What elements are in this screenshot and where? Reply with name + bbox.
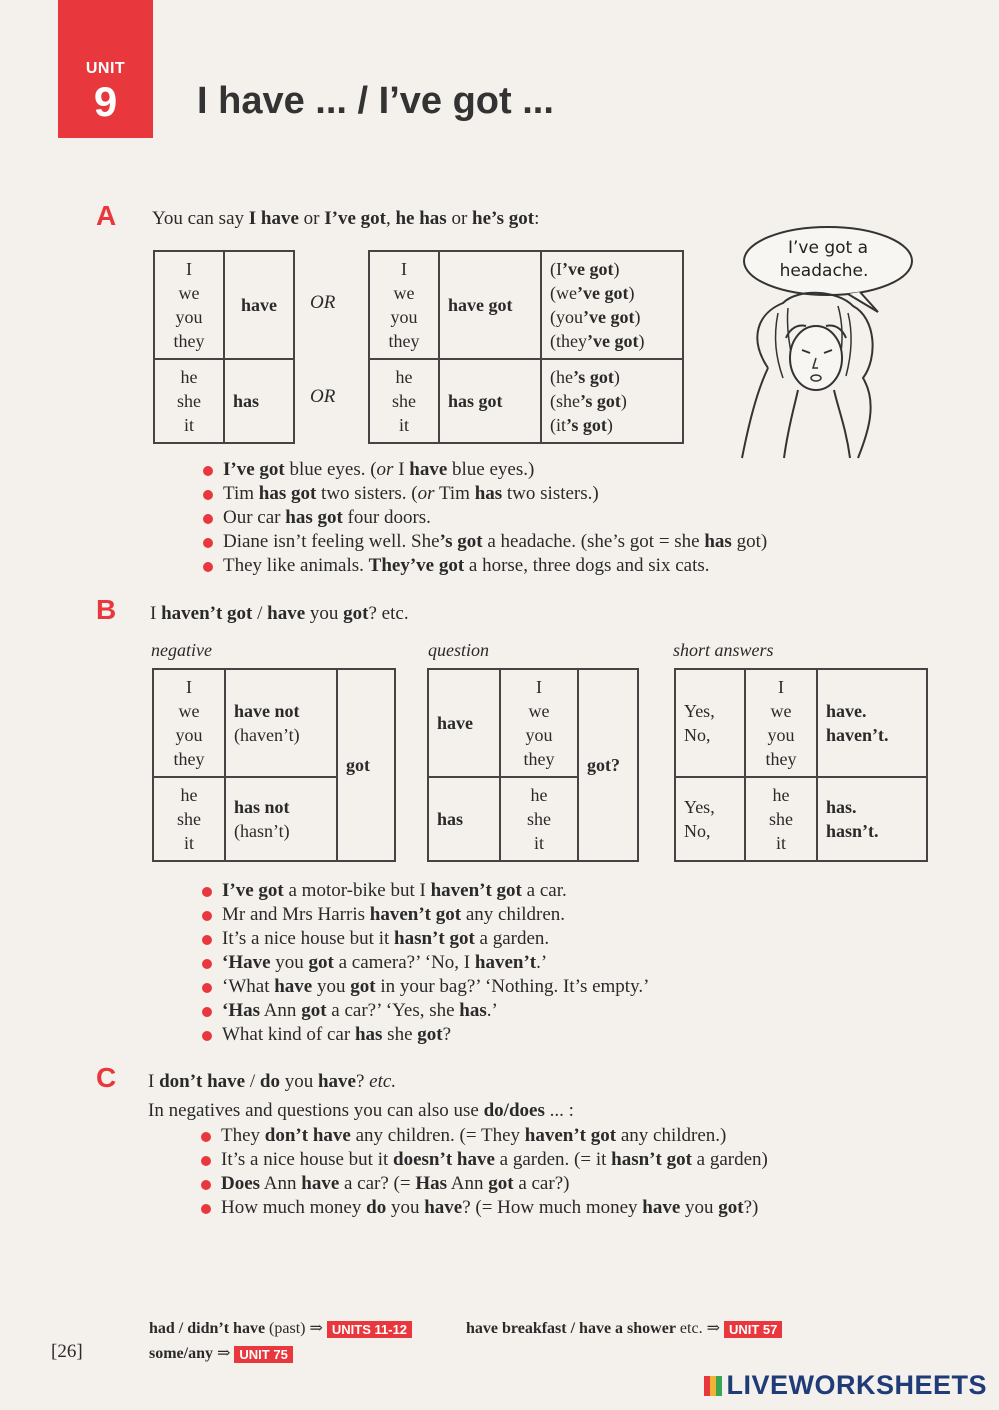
verb-cell: have bbox=[224, 251, 294, 359]
list-item: Does Ann have a car? (= Has Ann got a car?) bbox=[201, 1172, 768, 1196]
contraction-cell: (he’s got) (she’s got) (it’s got) bbox=[541, 359, 683, 443]
list-item: It’s a nice house but it doesn’t have a garden. (= it hasn’t got a garden) bbox=[201, 1148, 768, 1172]
list-item: I’ve got a motor-bike but I haven’t got a car. bbox=[202, 879, 649, 903]
unit-number: 9 bbox=[93, 78, 118, 125]
table-question bbox=[427, 668, 639, 862]
list-item: How much money do you have? (= How much money have you got?) bbox=[201, 1196, 768, 1220]
pronoun-cell: I we you they bbox=[154, 251, 224, 359]
verb-cell: have got bbox=[439, 251, 541, 359]
pronoun-cell: I we you they bbox=[500, 669, 578, 777]
footer-ref-past: had / didn’t have (past) ⇒ UNITS 11-12 bbox=[149, 1318, 412, 1338]
list-item: They don’t have any children. (= They haven’t got any children.) bbox=[201, 1124, 768, 1148]
table-have-got bbox=[368, 250, 684, 444]
section-b-examples bbox=[202, 879, 649, 1047]
unit-badge bbox=[58, 0, 153, 138]
footer-ref-some-any: some/any ⇒ UNIT 75 bbox=[149, 1343, 293, 1363]
section-c-letter: C bbox=[96, 1062, 117, 1093]
verb-cell: has bbox=[224, 359, 294, 443]
section-b-intro: I haven’t got / have you got? etc. bbox=[150, 603, 409, 624]
section-c-intro-2: In negatives and questions you can also use do/does ... : bbox=[148, 1100, 574, 1121]
page-number: [26] bbox=[51, 1341, 83, 1362]
or-label: OR bbox=[310, 386, 336, 407]
page-title: I have ... / I’ve got ... bbox=[197, 80, 554, 122]
yes-no-cell: Yes, No, bbox=[675, 777, 745, 861]
unit-label: UNIT bbox=[85, 60, 126, 77]
table-have-has bbox=[153, 250, 295, 444]
pronoun-cell: I we you they bbox=[745, 669, 817, 777]
list-item: ‘What have you got in your bag?’ ‘Nothing. It’s empty.’ bbox=[202, 975, 649, 999]
question-heading: question bbox=[428, 640, 489, 660]
got-cell: got bbox=[337, 669, 395, 861]
negative-heading: negative bbox=[151, 640, 212, 660]
got-cell: got? bbox=[578, 669, 638, 861]
short-answers-heading: short answers bbox=[673, 640, 774, 660]
section-b-letter: B bbox=[96, 594, 117, 625]
unit-ref-tag[interactable]: UNIT 75 bbox=[234, 1346, 292, 1363]
unit-ref-tag[interactable]: UNIT 57 bbox=[724, 1321, 782, 1338]
list-item: What kind of car has she got? bbox=[202, 1023, 649, 1047]
table-short-answers bbox=[674, 668, 928, 862]
pronoun-cell: he she it bbox=[369, 359, 439, 443]
section-c-examples bbox=[201, 1124, 768, 1220]
list-item: It’s a nice house but it hasn’t got a garden. bbox=[202, 927, 649, 951]
table-negative bbox=[152, 668, 396, 862]
or-label: OR bbox=[310, 292, 336, 313]
verb-cell: has got bbox=[439, 359, 541, 443]
pronoun-cell: I we you they bbox=[369, 251, 439, 359]
pronoun-cell: he she it bbox=[500, 777, 578, 861]
list-item: ‘Has Ann got a car?’ ‘Yes, she has.’ bbox=[202, 999, 649, 1023]
section-a-intro: You can say I have or I’ve got, he has or he’s got: bbox=[152, 208, 540, 229]
pronoun-cell: I we you they bbox=[153, 669, 225, 777]
aux-cell: have bbox=[428, 669, 500, 777]
contraction-cell: (I’ve got) (we’ve got) (you’ve got) (they’ve got) bbox=[541, 251, 683, 359]
pronoun-cell: he she it bbox=[154, 359, 224, 443]
verb-cell: have not (haven’t) bbox=[225, 669, 337, 777]
section-c-intro: I don’t have / do you have? etc. bbox=[148, 1071, 397, 1092]
verb-cell: has. hasn’t. bbox=[817, 777, 927, 861]
list-item: Diane isn’t feeling well. She’s got a headache. (she’s got = she has got) bbox=[203, 530, 767, 554]
pronoun-cell: he she it bbox=[153, 777, 225, 861]
headache-illustration bbox=[728, 218, 928, 470]
brand-logo-icon bbox=[704, 1376, 722, 1396]
verb-cell: have. haven’t. bbox=[817, 669, 927, 777]
list-item: Our car has got four doors. bbox=[203, 506, 767, 530]
section-a-letter: A bbox=[96, 200, 117, 231]
list-item: Tim has got two sisters. (or Tim has two sisters.) bbox=[203, 482, 767, 506]
speech-bubble-line1: I’ve got a bbox=[787, 238, 869, 258]
footer-ref-have-breakfast: have breakfast / have a shower etc. ⇒ UNIT 57 bbox=[466, 1318, 782, 1338]
brand-logo: LIVEWORKSHEETS bbox=[704, 1370, 987, 1401]
section-a-examples bbox=[203, 458, 767, 578]
speech-bubble-line2: headache. bbox=[779, 261, 869, 281]
yes-no-cell: Yes, No, bbox=[675, 669, 745, 777]
list-item: ‘Have you got a camera?’ ‘No, I haven’t.’ bbox=[202, 951, 649, 975]
list-item: Mr and Mrs Harris haven’t got any children. bbox=[202, 903, 649, 927]
aux-cell: has bbox=[428, 777, 500, 861]
list-item: They like animals. They’ve got a horse, three dogs and six cats. bbox=[203, 554, 767, 578]
pronoun-cell: he she it bbox=[745, 777, 817, 861]
list-item: I’ve got blue eyes. (or I have blue eyes.) bbox=[203, 458, 767, 482]
unit-ref-tag[interactable]: UNITS 11-12 bbox=[327, 1321, 412, 1338]
verb-cell: has not (hasn’t) bbox=[225, 777, 337, 861]
